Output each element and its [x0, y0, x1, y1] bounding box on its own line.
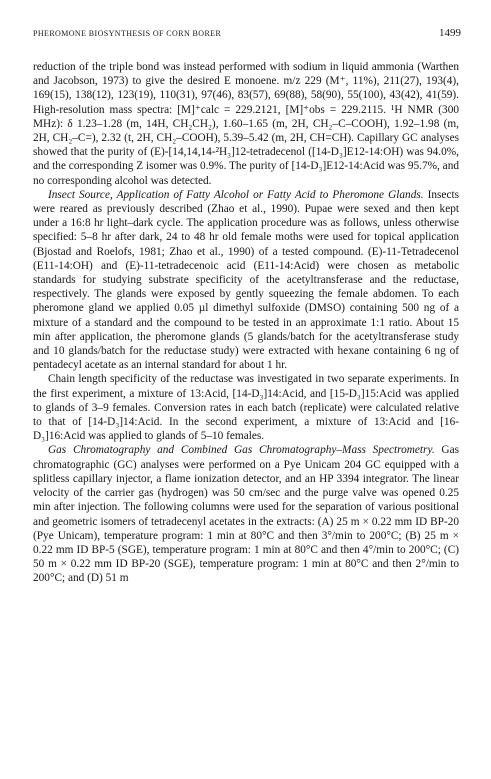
page-header [33, 27, 461, 43]
paragraph-text: reduction of the triple bond was instead performed with sodium in liquid ammonia (Warthen and Jacobson, 1973) to give the desired E monoene. m/z 229 (M⁺, 11%), 211(27), 193(4), 169(15), 138(12), 123(19), 110(31), 97(46), 83(57), 69(88), 58(90), 55(100), 43(42), 41(59). High-resolution mass spectra: [M]⁺calc = 229.2121, [M]⁺obs = 229.2115. ¹H NMR (300 MHz): δ 1.23–1.28 (m, 14H, CH₂CH₂), 1.60–1.65 (m, 2H, CH₂–C–COOH), 1.92–1.98 (m, 2H, CH₂–C=), 2.32 (t, 2H, CH₂–COOH), 5.39–5.42 (m, 2H, CH=CH). Capillary GC analyses showed that the purity of (E)-[14,14,14-²H₃]12-tetradecenol ([14-D₃]E12-14:OH) was 94.0%, and the corresponding Z isomer was 0.9%. The purity of [14-D₃]E12-14:Acid was 95.7%, and no corresponding alcohol was detected. [33, 61, 459, 187]
body-text [33, 60, 459, 586]
paragraph [33, 443, 459, 585]
paragraph [33, 372, 459, 443]
paragraph-text: Gas chromatographic (GC) analyses were performed on a Pye Unicam 204 GC equipped with a splitless capillary injector, a flame ionization detector, and an HP 3394 integrator. The linear velocity of the carrier gas (hydrogen) was 50 cm/sec and the purge valve was opened 0.25 min after injection. The following columns were used for the separation of various positional and geometric isomers of tetradecenyl acetates in the extracts: (A) 25 m × 0.22 mm ID BP-20 (Pye Unicam), temperature program: 1 min at 80°C and then 3°/min to 200°C; (B) 25 m × 0.22 mm ID BP-5 (SGE), temperature program: 1 min at 80°C and then 4°/min to 200°C; (C) 50 m × 0.22 mm ID BP-20 (SGE), temperature program: 1 min at 80°C and then 2°/min to 200°C; and (D) 51 m [33, 444, 459, 585]
running-title: PHEROMONE BIOSYNTHESIS OF CORN BORER [33, 29, 222, 38]
page-number: 1499 [439, 27, 461, 39]
section-heading: Insect Source, Application of Fatty Alcohol or Fatty Acid to Pheromone Glands. [48, 188, 424, 201]
section-heading: Gas Chromatography and Combined Gas Chromatography–Mass Spectrometry. [48, 444, 435, 457]
paragraph [33, 188, 459, 373]
paragraph-text: Insects were reared as previously described (Zhao et al., 1990). Pupae were sexed and then kept under a 16:8 hr light–dark cycle. The application procedure was as follows, unless otherwise specified: 5–8 hr after dark, 24 to 48 hr old female moths were used for topical application (Bjostad and Roelofs, 1981; Zhao et al., 1990) of a tested compound. (E)-11-Tetradecenol (E11-14:OH) and (E)-11-tetradecenoic acid (E11-14:Acid) were chosen as metabolic standards for studying substrate specificity of the acetyltransferase and the reductase, respectively. The glands were exposed by gently squeezing the female abdomen. To each pheromone gland we applied 0.05 µl dimethyl sulfoxide (DMSO) containing 500 ng of a mixture of a standard and the compound to be tested in an approximate 1:1 ratio. About 15 min after application, the pheromone glands (5 glands/batch for the acetyltransferase study and 10 glands/batch for the reductase study) were extracted with hexane containing 6 ng of pentadecyl acetate as an internal standard for about 1 hr. [33, 188, 459, 372]
paragraph [33, 60, 459, 188]
paragraph-text: Chain length specificity of the reductase was investigated in two separate experiments. In the first experiment, a mixture of 13:Acid, [14-D₃]14:Acid, and [15-D₃]15:Acid was applied to glands of 3–9 females. Conversion rates in each batch (replicate) were calculated relative to that of [14-D₃]14:Acid. In the second experiment, a mixture of 13:Acid and [16-D₃]16:Acid was applied to glands of 5–10 females. [33, 373, 459, 443]
